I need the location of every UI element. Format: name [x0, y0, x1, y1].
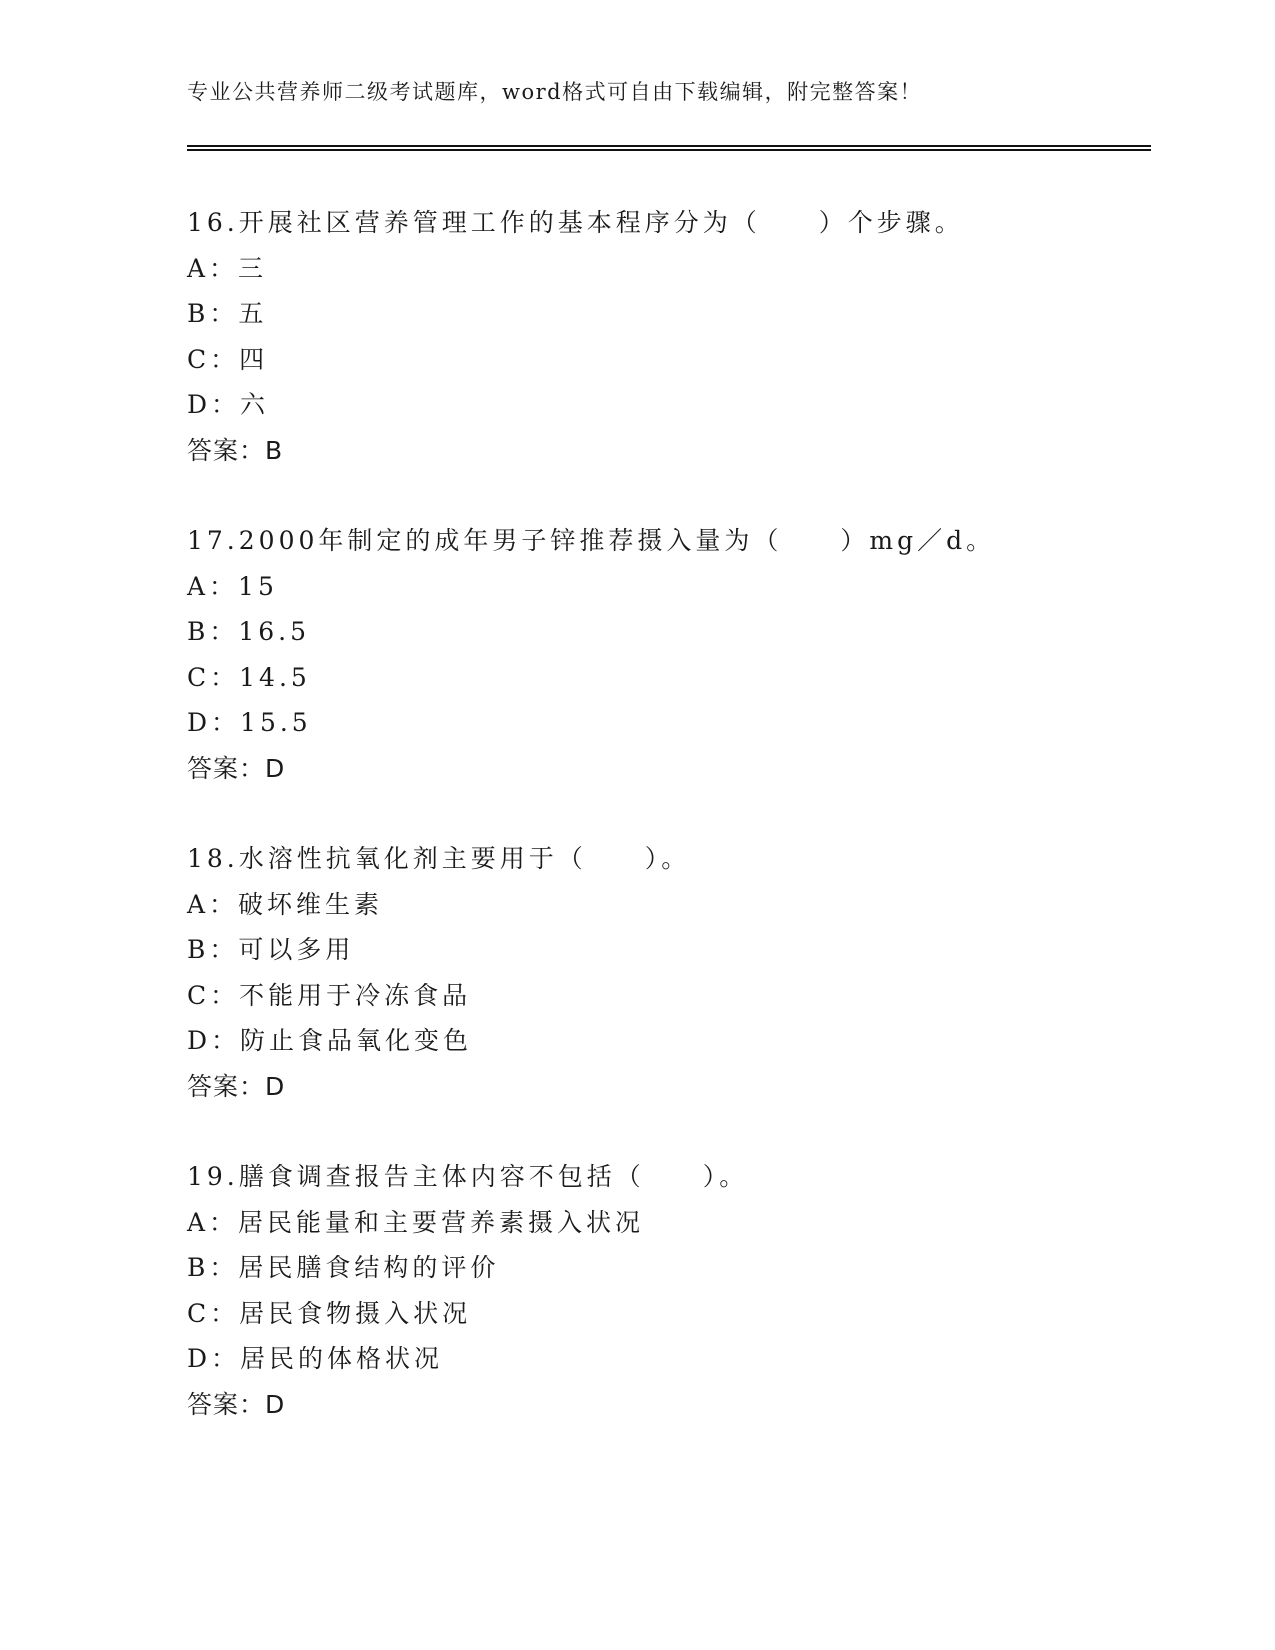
page-header: 专业公共营养师二级考试题库，word格式可自由下载编辑，附完整答案！ — [187, 80, 923, 104]
option-c: C：14.5 — [187, 662, 311, 692]
option-b: B：五 — [187, 299, 268, 328]
answer-line: 答案：D — [187, 1071, 286, 1101]
question-16 — [187, 200, 964, 473]
option-a: A：居民能量和主要营养素摄入状况 — [187, 1207, 645, 1237]
question-stem: 18.水溶性抗氧化剂主要用于（ ）。 — [187, 844, 691, 873]
option-d: D：15.5 — [187, 708, 312, 737]
question-stem: 19.膳食调查报告主体内容不包括（ ）。 — [187, 1162, 749, 1191]
question-18 — [187, 836, 690, 1109]
option-c: C：四 — [187, 344, 269, 374]
option-d: D：防止食品氧化变色 — [187, 1026, 473, 1055]
option-a: A：破坏维生素 — [187, 889, 384, 919]
option-b: B：16.5 — [187, 617, 311, 646]
option-d: D：居民的体格状况 — [187, 1344, 444, 1373]
option-a: A：三 — [187, 253, 268, 283]
header-divider — [187, 145, 1151, 151]
answer-line: 答案：B — [187, 435, 284, 465]
option-d: D：六 — [187, 390, 270, 419]
option-a: A：15 — [187, 571, 278, 601]
option-c: C：不能用于冷冻食品 — [187, 980, 472, 1010]
question-stem: 16.开展社区营养管理工作的基本程序分为（ ）个步骤。 — [187, 208, 964, 237]
option-b: B：可以多用 — [187, 935, 355, 964]
option-c: C：居民食物摄入状况 — [187, 1298, 472, 1328]
answer-line: 答案：D — [187, 1389, 286, 1419]
question-17 — [187, 518, 995, 791]
option-b: B：居民膳食结构的评价 — [187, 1253, 500, 1282]
question-19 — [187, 1154, 748, 1427]
answer-line: 答案：D — [187, 753, 286, 783]
question-stem: 17.2000年制定的成年男子锌推荐摄入量为（ ）mg／d。 — [187, 526, 996, 555]
